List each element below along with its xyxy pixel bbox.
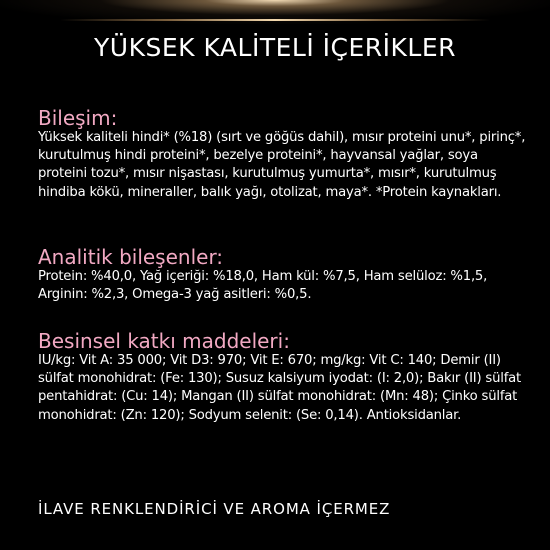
- nutritional-text: IU/kg: Vit A: 35 000; Vit D3: 970; Vit E: 670; mg/kg: Vit C: 140; Demir (II) sülfat monohidrat: (Fe: 130); Susuz kalsiyum iyodat: (I: 2,0); Bakır (II) sülfat pentahidrat: (Cu: 14); Mangan (II) sülfat monohidrat: (Mn: 48); Çinko sülfat monohidrat: (Zn: 120); Sodyum selenit: (Se: 0,14). Antioksidanlar.: [38, 353, 521, 423]
- analytical-heading: Analitik bileşenler:: [38, 245, 224, 269]
- composition-heading: Bileşim:: [38, 106, 118, 130]
- analytical-section: [38, 246, 528, 304]
- footer-claim: İLAVE RENKLENDİRİCİ VE AROMA İÇERMEZ: [38, 500, 391, 518]
- gold-divider-line: [60, 19, 490, 21]
- nutritional-heading: Besinsel katkı maddeleri:: [38, 329, 290, 353]
- composition-section: [38, 107, 528, 202]
- composition-text: Yüksek kaliteli hindi* (%18) (sırt ve göğüs dahil), mısır proteini unu*, pirinç*, kurutulmuş hindi proteini*, bezelye proteini*, hayvansal yağlar, soya proteini tozu*, mısır nişastası, kurutulmuş yumurta*, mısır*, kurutulmuş hindiba kökü, mineraller, balık yağı, otolizat, maya*. *Protein kaynakları.: [38, 130, 526, 200]
- nutritional-section: [38, 330, 528, 425]
- analytical-text: Protein: %40,0, Yağ içeriği: %18,0, Ham kül: %7,5, Ham selüloz: %1,5, Arginin: %2,3, Omega-3 yağ asitleri: %0,5.: [38, 269, 488, 303]
- page-title: YÜKSEK KALİTELİ İÇERİKLER: [94, 33, 456, 62]
